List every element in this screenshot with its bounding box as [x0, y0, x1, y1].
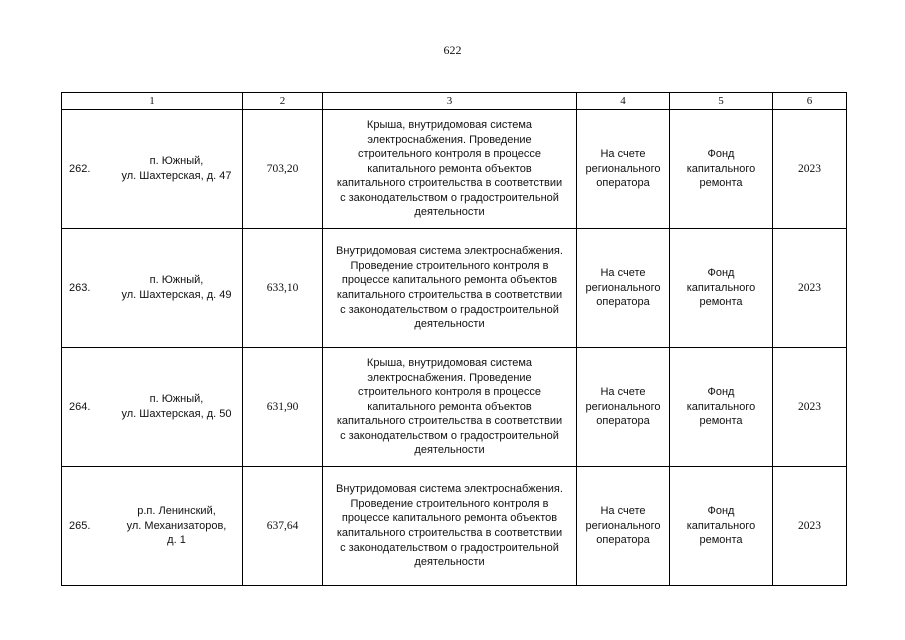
- fund-name: Фонд капитального ремонта: [686, 505, 756, 547]
- fund-cell: [670, 467, 773, 586]
- column-header-3: 3: [323, 93, 577, 110]
- year-cell: 2023: [773, 110, 847, 229]
- work-cell: [323, 110, 577, 229]
- source-cell: [577, 348, 670, 467]
- fund-name: Фонд капитального ремонта: [686, 148, 756, 190]
- funding-source: На счете регионального оператора: [585, 505, 661, 547]
- work-description: Крыша, внутридомовая система электроснабжения. Проведение строительного контроля в процессе капитального ремонта объектов капитального строительства в соответствии с законодательством о градостроительной деятельности: [336, 118, 563, 219]
- funding-source: На счете регионального оператора: [585, 267, 661, 309]
- work-cell: [323, 348, 577, 467]
- area-cell: 703,20: [243, 110, 323, 229]
- column-header-2: 2: [243, 93, 323, 110]
- work-description: Внутридомовая система электроснабжения. Проведение строительного контроля в процессе капитального ремонта объектов капитального строительства в соответствии с законодательством о градостроительной деятельности: [336, 483, 563, 569]
- funding-source: На счете регионального оператора: [585, 386, 661, 428]
- work-description: Крыша, внутридомовая система электроснабжения. Проведение строительного контроля в процессе капитального ремонта объектов капитального строительства в соответствии с законодательством о градостроительной деятельности: [336, 356, 563, 457]
- page-number: 622: [443, 43, 462, 57]
- table-row: [62, 110, 847, 229]
- row-number: 262.: [69, 162, 91, 175]
- row-number: 265.: [69, 519, 91, 532]
- address: п. Южный, ул. Шахтерская, д. 50: [121, 393, 232, 420]
- column-header-5: 5: [670, 93, 773, 110]
- address-cell: [62, 348, 243, 467]
- fund-cell: [670, 110, 773, 229]
- fund-cell: [670, 229, 773, 348]
- funding-source: На счете регионального оператора: [585, 148, 661, 190]
- address-cell: [62, 110, 243, 229]
- year-cell: 2023: [773, 348, 847, 467]
- work-cell: [323, 467, 577, 586]
- fund-name: Фонд капитального ремонта: [686, 386, 756, 428]
- address: п. Южный, ул. Шахтерская, д. 47: [121, 155, 232, 182]
- address-cell: [62, 229, 243, 348]
- area-cell: 633,10: [243, 229, 323, 348]
- fund-name: Фонд капитального ремонта: [686, 267, 756, 309]
- source-cell: [577, 229, 670, 348]
- column-header-4: 4: [577, 93, 670, 110]
- address-cell: [62, 467, 243, 586]
- year-cell: 2023: [773, 467, 847, 586]
- work-description: Внутридомовая система электроснабжения. Проведение строительного контроля в процессе капитального ремонта объектов капитального строительства в соответствии с законодательством о градостроительной деятельности: [336, 245, 563, 331]
- area-cell: 631,90: [243, 348, 323, 467]
- table-row: [62, 229, 847, 348]
- table-row: [62, 348, 847, 467]
- header-row: [62, 93, 847, 110]
- year-cell: 2023: [773, 229, 847, 348]
- address: п. Южный, ул. Шахтерская, д. 49: [121, 274, 232, 301]
- source-cell: [577, 467, 670, 586]
- repair-table: [61, 92, 847, 586]
- column-header-1: 1: [62, 93, 243, 110]
- area-cell: 637,64: [243, 467, 323, 586]
- work-cell: [323, 229, 577, 348]
- source-cell: [577, 110, 670, 229]
- column-header-6: 6: [773, 93, 847, 110]
- address: р.п. Ленинский, ул. Механизаторов, д. 1: [126, 505, 227, 547]
- row-number: 264.: [69, 400, 91, 413]
- fund-cell: [670, 348, 773, 467]
- table-row: [62, 467, 847, 586]
- row-number: 263.: [69, 281, 91, 294]
